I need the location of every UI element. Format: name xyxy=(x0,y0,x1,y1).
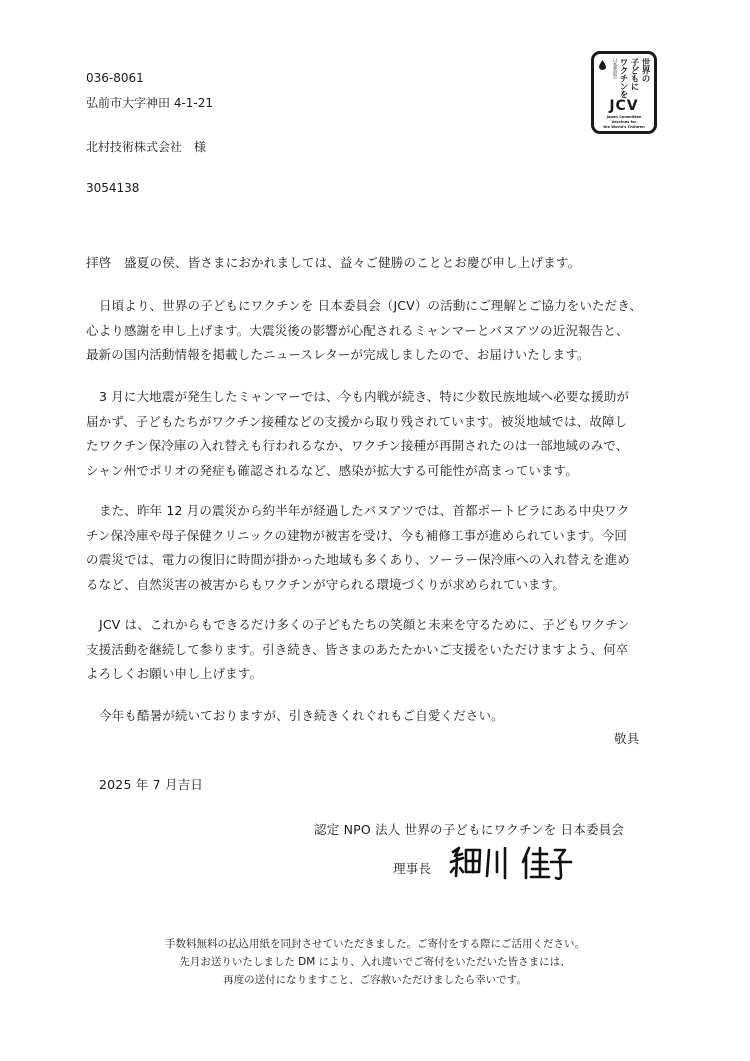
letter-greeting: 拝啓 盛夏の侯、皆さまにおかれましては、益々ご健勝のこととお慶び申し上げます。 xyxy=(86,255,581,270)
logo-acronym: JCV xyxy=(609,98,639,114)
paragraph-line: 今年も酷暑が続いておりますが、引き続きくれぐれもご自愛ください。 xyxy=(99,708,504,723)
recipient-address: 弘前市大字神田 4-1-21 xyxy=(86,96,214,110)
footer-note-3: 再度の送付になりますこと、ご容赦いただけましたら幸いです。 xyxy=(223,974,527,986)
logo-english-3: the World's Children xyxy=(603,125,645,129)
paragraph-line: 最新の国内活動情報を掲載したニュースレターが完成しましたので、お届けいたします。 xyxy=(86,347,590,362)
paragraph-line: 届かず、子どもたちがワクチン接種などの支援から取り残されています。被災地域では、故障し xyxy=(86,413,628,429)
logo-line-2: 子どもに xyxy=(629,58,639,90)
paragraph-1 xyxy=(86,294,676,368)
paragraph-line: 日頃より、世界の子どもにワクチンを 日本委員会（JCV）の活動にご理解とご協力をいただき、 xyxy=(99,298,643,313)
recipient-company: 北村技術株式会社 様 xyxy=(86,140,207,154)
signer-title: 理事長 xyxy=(393,861,432,876)
footer-note-1: 手数料無料の払込用紙を同封させていただきました。ご寄付をする際にご活用ください。 xyxy=(165,938,585,950)
letter-closing: 敬具 xyxy=(614,731,640,746)
postal-code: 036-8061 xyxy=(86,71,144,85)
paragraph-line: の震災では、電力の復旧に時間が掛かった地域も多くあり、ソーラー保冷庫への入れ替えを進め xyxy=(86,552,630,567)
paragraph-4 xyxy=(86,613,676,687)
letter-date: 2025 年 7 月吉日 xyxy=(99,777,204,792)
footer-note-2: 先月お送りいたしました DM により、入れ違いでご寄付をいただいた皆さまには、 xyxy=(179,956,571,968)
paragraph-line: るなど、自然災害の被害からもワクチンが守られる環境づくりが求められています。 xyxy=(86,576,566,592)
logo-english-1: Japan Committee xyxy=(606,115,642,119)
paragraph-line: JCV は、これからもできるだけ多くの子どもたちの笑顔と未来を守るために、子どもワクチン xyxy=(99,617,630,632)
jcv-logo xyxy=(591,51,657,134)
paragraph-line: 支援活動を継続して参ります。引き続き、皆さまのあたたかいご支援をいただけますよう、何卒 xyxy=(86,641,629,657)
paragraph-line: チン保冷庫や母子保健クリニックの建物が被害を受け、今も補修工事が進められています。今回 xyxy=(86,527,628,543)
paragraph-line: よろしくお願い申し上げます。 xyxy=(86,666,263,681)
paragraph-line: 心より感謝を申し上げます。大震災後の影響が心配されるミャンマーとバヌアツの近況報告と、 xyxy=(86,322,629,338)
signer-signature xyxy=(447,842,577,884)
logo-english-2: Vaccines for xyxy=(611,120,637,124)
paragraph-line: また、昨年 12 月の震災から約半年が経過したバヌアツでは、首都ポートビラにある中央ワク xyxy=(99,503,630,518)
paragraph-line: 3 月に大地震が発生したミャンマーでは、今も内戦が続き、特に少数民族地域へ必要な援助が xyxy=(99,389,630,404)
paragraph-line: たワクチン保冷庫の入れ替えも行われるなか、ワクチン接種が再開されたのは一部地域のみで、 xyxy=(86,438,629,453)
logo-vertical-text xyxy=(598,58,650,98)
logo-line-3: ワクチンを xyxy=(618,58,628,98)
handwritten-signature xyxy=(447,842,577,884)
sender-organization: 認定 NPO 法人 世界の子どもにワクチンを 日本委員会 xyxy=(314,822,625,837)
paragraph-3 xyxy=(86,499,676,597)
paragraph-line: シャン州でポリオの発症も確認されるなど、感染が拡大する可能性が高まっています。 xyxy=(86,462,578,478)
paragraph-2 xyxy=(86,385,676,483)
paragraph-5 xyxy=(86,704,676,729)
logo-line-4: 日本委員会 xyxy=(612,58,617,78)
logo-line-1: 世界の xyxy=(640,58,650,82)
recipient-id-number: 3054138 xyxy=(86,181,140,195)
